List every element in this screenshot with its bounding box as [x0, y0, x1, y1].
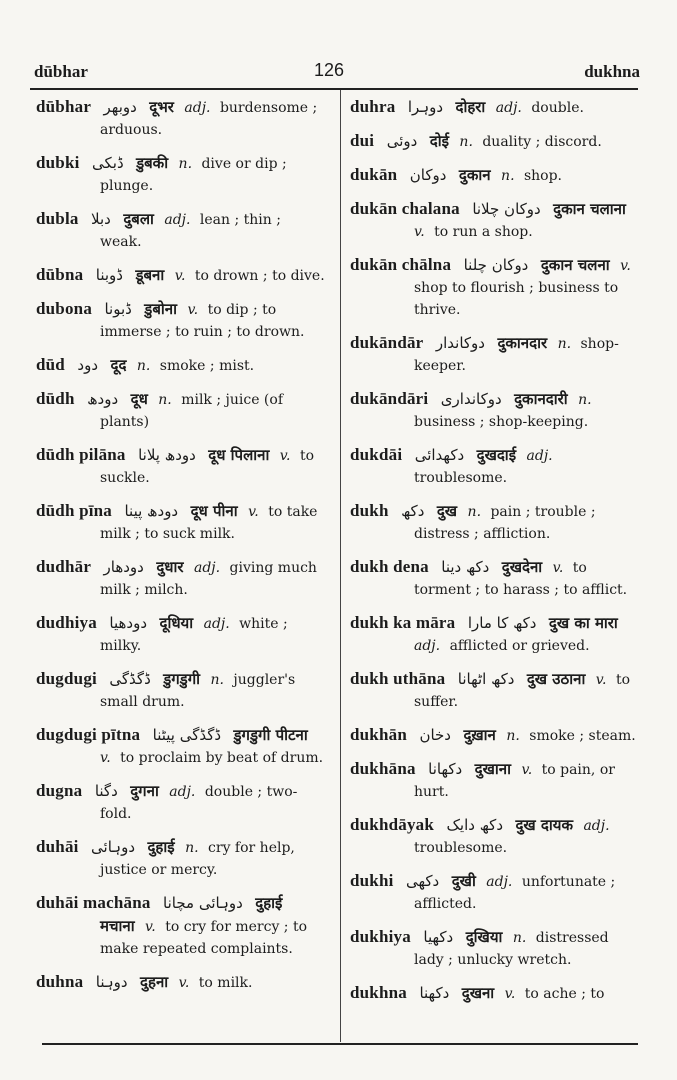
- dictionary-entry: [350, 814, 640, 859]
- dictionary-entry: [350, 500, 640, 545]
- urdu-script: ڈگڈگی: [109, 670, 151, 688]
- devanagari-script: दुधार: [156, 558, 184, 576]
- devanagari-script: दूधिया: [159, 614, 194, 632]
- definition: to torment ; to harass ; to afflict.: [414, 560, 628, 598]
- devanagari-script: दुकानदार: [497, 334, 548, 352]
- definition: to cry for mercy ; to make repeated complaints.: [100, 919, 308, 957]
- devanagari-script: दुख का मारा: [548, 614, 618, 632]
- devanagari-script: दुखी: [451, 872, 476, 890]
- devanagari-script: दुखदेना: [501, 558, 543, 576]
- devanagari-script: डुगडुगी: [163, 670, 201, 688]
- headword: duhāi: [36, 837, 79, 856]
- column-divider: [340, 90, 341, 1042]
- definition: shop.: [523, 168, 563, 184]
- part-of-speech: adj.: [203, 616, 230, 632]
- devanagari-script: दुखिया: [465, 928, 503, 946]
- right-column: [350, 96, 640, 1016]
- definition: duality ; discord.: [482, 134, 602, 150]
- headword: dūd: [36, 355, 65, 374]
- urdu-script: دوبھر: [103, 98, 137, 116]
- definition: burdensome ; arduous.: [100, 100, 318, 138]
- urdu-script: ڈبونا: [104, 300, 132, 318]
- dictionary-entry: [36, 264, 326, 287]
- definition: to run a shop.: [434, 224, 533, 240]
- headword: dukān: [350, 165, 398, 184]
- part-of-speech: n.: [178, 156, 193, 172]
- dictionary-entry: [36, 836, 326, 881]
- dictionary-entry: [350, 758, 640, 803]
- definition: double.: [531, 100, 584, 116]
- urdu-script: دودھ: [87, 390, 119, 408]
- urdu-script: دکھدائی: [414, 446, 465, 464]
- urdu-script: دگنا: [94, 782, 118, 800]
- left-column: [36, 96, 326, 1005]
- devanagari-script: दूध पिलाना: [208, 446, 270, 464]
- headword: dukh: [350, 501, 389, 520]
- devanagari-script: दूद: [110, 356, 127, 374]
- part-of-speech: v.: [279, 448, 291, 464]
- part-of-speech: adj.: [193, 560, 221, 576]
- guide-word-right: dukhna: [584, 62, 640, 81]
- headword: dukhna: [350, 983, 407, 1002]
- definition: to take milk ; to suck milk.: [100, 504, 318, 542]
- part-of-speech: n.: [459, 134, 473, 150]
- definition: unfortunate ; afflicted.: [414, 874, 616, 912]
- devanagari-script: दुखना: [461, 984, 495, 1002]
- dictionary-entry: [36, 388, 326, 433]
- definition: lean ; thin ; weak.: [100, 212, 281, 250]
- urdu-script: دوکاندار: [435, 334, 485, 352]
- dictionary-entry: [36, 500, 326, 545]
- dictionary-entry: [350, 870, 640, 915]
- headword: duhna: [36, 972, 84, 991]
- part-of-speech: adj.: [169, 784, 196, 800]
- dictionary-entry: [36, 780, 326, 825]
- headword: duhra: [350, 97, 396, 116]
- headword: dukh ka māra: [350, 613, 456, 632]
- urdu-script: دوکان: [409, 166, 447, 184]
- dictionary-entry: [350, 96, 640, 119]
- dictionary-entry: [350, 388, 640, 433]
- dictionary-entry: [36, 556, 326, 601]
- devanagari-script: दुकान: [458, 166, 491, 184]
- headword: dūdh pīna: [36, 501, 113, 520]
- part-of-speech: v.: [414, 224, 425, 240]
- urdu-script: ڈگڈگی پیٹنا: [152, 726, 222, 744]
- part-of-speech: adj.: [583, 818, 610, 834]
- urdu-script: دبلا: [91, 210, 111, 228]
- headword: duhāi machāna: [36, 893, 151, 912]
- devanagari-script: दुकान चलना: [540, 256, 610, 274]
- devanagari-script: दुकान चलाना: [553, 200, 626, 218]
- part-of-speech: v.: [100, 750, 111, 766]
- definition: double ; two-fold.: [100, 784, 298, 822]
- dictionary-entry: [36, 668, 326, 713]
- definition: cry for help, justice or mercy.: [100, 840, 295, 878]
- urdu-script: دوکانداری: [440, 390, 502, 408]
- headword: dukāndāri: [350, 389, 429, 408]
- dictionary-entry: [36, 298, 326, 343]
- part-of-speech: v.: [595, 672, 607, 688]
- part-of-speech: v.: [187, 302, 199, 318]
- part-of-speech: v.: [248, 504, 259, 520]
- part-of-speech: v.: [145, 919, 156, 935]
- definition: to suffer.: [414, 672, 631, 710]
- definition: shop-keeper.: [414, 336, 619, 374]
- definition: to drown ; to dive.: [194, 268, 325, 284]
- devanagari-script: दुहना: [140, 973, 169, 991]
- urdu-script: دوئی: [386, 132, 418, 150]
- dictionary-entry: [350, 130, 640, 153]
- page-number: 126: [314, 60, 345, 80]
- dictionary-entry: [350, 254, 640, 321]
- headword: dugdugi: [36, 669, 97, 688]
- part-of-speech: v.: [620, 258, 631, 274]
- part-of-speech: n.: [506, 728, 520, 744]
- dictionary-entry: [36, 612, 326, 657]
- devanagari-script: दुख़ान: [463, 726, 496, 744]
- part-of-speech: n.: [578, 392, 592, 408]
- definition: smoke ; steam.: [529, 728, 636, 744]
- part-of-speech: adj.: [184, 100, 211, 116]
- urdu-script: دکھی: [406, 872, 440, 890]
- urdu-script: دکھ کا مارا: [467, 614, 537, 632]
- definition: white ; milky.: [100, 616, 288, 654]
- dictionary-entry: [36, 971, 326, 994]
- urdu-script: دکھ دایک: [446, 816, 503, 834]
- dictionary-entry: [350, 198, 640, 243]
- definition: to proclaim by beat of drum.: [120, 750, 324, 766]
- headword: dukhi: [350, 871, 394, 890]
- devanagari-script: दूध: [130, 390, 148, 408]
- dictionary-entry: [36, 96, 326, 141]
- definition: to pain, or hurt.: [414, 762, 615, 800]
- headword: dubki: [36, 153, 80, 172]
- headword: dūdh pilāna: [36, 445, 126, 464]
- definition: business ; shop-keeping.: [414, 414, 589, 430]
- header-rule: [30, 88, 638, 90]
- urdu-script: دوہنا: [95, 973, 128, 991]
- definition: pain ; trouble ; distress ; affliction.: [414, 504, 596, 542]
- definition: milk ; juice (of plants): [100, 392, 284, 430]
- part-of-speech: adj.: [414, 638, 441, 654]
- part-of-speech: adj.: [164, 212, 191, 228]
- dictionary-entry: [36, 152, 326, 197]
- headword: dukān chalana: [350, 199, 460, 218]
- part-of-speech: adj.: [526, 448, 553, 464]
- dictionary-entry: [36, 208, 326, 253]
- definition: juggler's small drum.: [100, 672, 296, 710]
- urdu-script: دکھ اٹھانا: [457, 670, 515, 688]
- dictionary-entry: [36, 724, 326, 769]
- definition: smoke ; mist.: [159, 358, 255, 374]
- dictionary-entry: [36, 354, 326, 377]
- devanagari-script: दुख: [436, 502, 458, 520]
- part-of-speech: n.: [501, 168, 515, 184]
- headword: dukdāi: [350, 445, 403, 464]
- devanagari-script: डूबना: [135, 266, 165, 284]
- dictionary-entry: [350, 926, 640, 971]
- headword: dukāndār: [350, 333, 424, 352]
- devanagari-script: दुहाई: [147, 838, 175, 856]
- part-of-speech: n.: [136, 358, 151, 374]
- dictionary-entry: [350, 724, 640, 747]
- dictionary-entry: [350, 982, 640, 1005]
- part-of-speech: v.: [552, 560, 564, 576]
- urdu-script: دودھار: [103, 558, 144, 576]
- headword: dūbna: [36, 265, 84, 284]
- part-of-speech: v.: [174, 268, 186, 284]
- definition: to dip ; to immerse ; to ruin ; to drown.: [100, 302, 305, 340]
- devanagari-script: दुहाई मचाना: [100, 894, 283, 935]
- urdu-script: دوکان چلنا: [463, 256, 529, 274]
- part-of-speech: adj.: [486, 874, 513, 890]
- devanagari-script: दुखाना: [474, 760, 511, 778]
- dictionary-entry: [350, 332, 640, 377]
- definition: troublesome.: [414, 470, 508, 486]
- devanagari-script: दुगना: [130, 782, 159, 800]
- headword: dugdugi pītna: [36, 725, 141, 744]
- dictionary-entry: [350, 612, 640, 657]
- definition: to suckle.: [100, 448, 315, 486]
- urdu-script: دکھنا: [419, 984, 450, 1002]
- dictionary-entry: [350, 444, 640, 489]
- headword: dui: [350, 131, 375, 150]
- part-of-speech: adj.: [495, 100, 522, 116]
- headword: dukhāna: [350, 759, 416, 778]
- headword: dubla: [36, 209, 79, 228]
- devanagari-script: दुबला: [123, 210, 154, 228]
- headword: dukhān: [350, 725, 407, 744]
- definition: troublesome.: [414, 840, 508, 856]
- part-of-speech: n.: [512, 930, 527, 946]
- headword: dukh dena: [350, 557, 429, 576]
- urdu-script: دوکان چلانا: [472, 200, 541, 218]
- headword: dugna: [36, 781, 83, 800]
- headword: dūdh: [36, 389, 75, 408]
- urdu-script: دوہائی مچانا: [163, 894, 243, 912]
- urdu-script: دکھ دینا: [441, 558, 490, 576]
- devanagari-script: दूध पीना: [190, 502, 238, 520]
- headword: dukh uthāna: [350, 669, 446, 688]
- devanagari-script: दोहरा: [455, 98, 486, 116]
- urdu-script: دوہرا: [407, 98, 444, 116]
- devanagari-script: डुबकी: [136, 154, 169, 172]
- urdu-script: ڈبکی: [92, 154, 124, 172]
- urdu-script: دخان: [419, 726, 451, 744]
- headword: dukhiya: [350, 927, 411, 946]
- urdu-script: دکھ: [401, 502, 425, 520]
- definition: to ache ; to: [524, 986, 605, 1002]
- dictionary-entry: [36, 444, 326, 489]
- devanagari-script: दूभर: [149, 98, 174, 116]
- devanagari-script: दुख उठाना: [526, 670, 586, 688]
- part-of-speech: v.: [178, 975, 190, 991]
- page-header: [30, 56, 640, 86]
- definition: dive or dip ; plunge.: [100, 156, 287, 194]
- part-of-speech: n.: [467, 504, 482, 520]
- definition: distressed lady ; unlucky wretch.: [414, 930, 609, 968]
- part-of-speech: n.: [185, 840, 199, 856]
- definition: shop to flourish ; business to thrive.: [414, 280, 619, 318]
- dictionary-entry: [350, 164, 640, 187]
- devanagari-script: डुगडुगी पीटना: [233, 726, 308, 744]
- definition: giving much milk ; milch.: [100, 560, 317, 598]
- definition: to milk.: [198, 975, 253, 991]
- headword: dudhiya: [36, 613, 97, 632]
- headword: dubona: [36, 299, 93, 318]
- definition: afflicted or grieved.: [449, 638, 590, 654]
- devanagari-script: दोई: [429, 132, 449, 150]
- urdu-script: دودھ پلانا: [138, 446, 196, 464]
- urdu-script: ڈوبنا: [95, 266, 123, 284]
- urdu-script: دکھیا: [423, 928, 454, 946]
- dictionary-entry: [36, 892, 326, 960]
- devanagari-script: दुखदाई: [476, 446, 517, 464]
- headword: dukhdāyak: [350, 815, 435, 834]
- headword: dudhār: [36, 557, 92, 576]
- urdu-script: دوہائی: [91, 838, 136, 856]
- devanagari-script: दुख दायक: [515, 816, 573, 834]
- urdu-script: دودھیا: [109, 614, 148, 632]
- footer-rule: [42, 1043, 638, 1045]
- part-of-speech: v.: [521, 762, 533, 778]
- guide-word-left: dūbhar: [34, 62, 88, 81]
- headword: dūbhar: [36, 97, 92, 116]
- devanagari-script: डुबोना: [144, 300, 177, 318]
- part-of-speech: n.: [158, 392, 172, 408]
- urdu-script: دود: [77, 356, 99, 374]
- headword: dukān chālna: [350, 255, 452, 274]
- dictionary-entry: [350, 556, 640, 601]
- urdu-script: دودھ پینا: [124, 502, 179, 520]
- part-of-speech: n.: [210, 672, 224, 688]
- part-of-speech: v.: [504, 986, 516, 1002]
- urdu-script: دکھانا: [428, 760, 463, 778]
- dictionary-entry: [350, 668, 640, 713]
- part-of-speech: n.: [557, 336, 572, 352]
- devanagari-script: दुकानदारी: [514, 390, 568, 408]
